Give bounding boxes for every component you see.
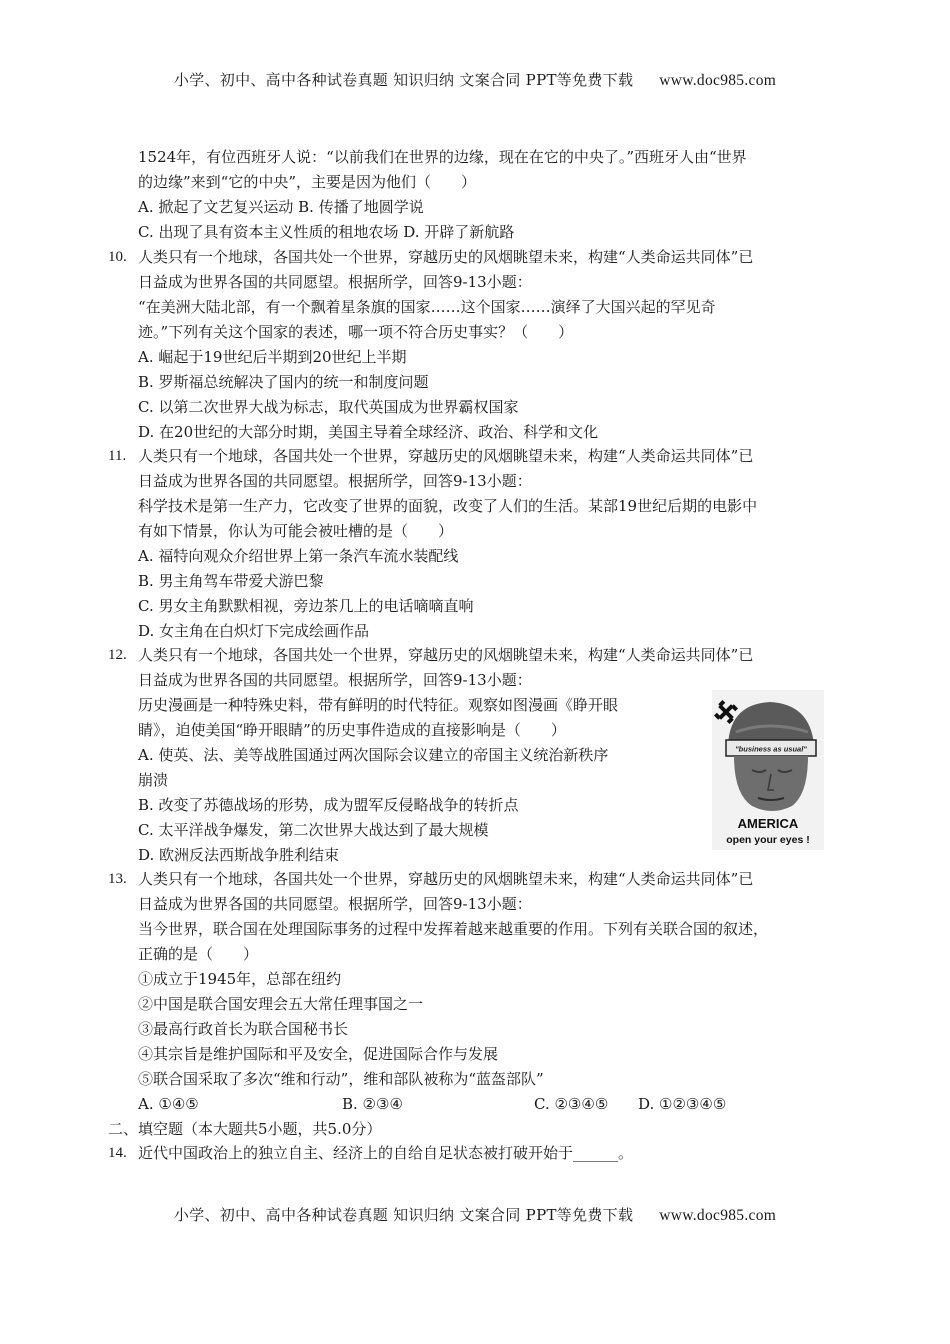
q12-number: 12. <box>108 647 127 663</box>
q13-option-d: D. ①②③④⑤ <box>638 1095 727 1113</box>
q11-option-d: D. 女主角在白炽灯下完成绘画作品 <box>138 622 370 640</box>
q10-line-2: 日益成为世界各国的共同愿望。根据所学，回答9-13小题： <box>138 273 532 291</box>
q12-line-4: 睛》，迫使美国“睁开眼睛”的历史事件造成的直接影响是（ ） <box>138 721 566 739</box>
footer-text: 小学、初中、高中各种试卷真题 知识归纳 文案合同 PPT等免费下载 <box>173 1206 634 1224</box>
q13-line-4: 正确的是（ ） <box>138 945 259 963</box>
open-your-eyes-cartoon <box>712 690 824 850</box>
q12-option-d: D. 欧洲反法西斯战争胜利结束 <box>138 846 340 864</box>
q10-line-3: “在美洲大陆北部，有一个飘着星条旗的国家……这个国家……演绎了大国兴起的罕见奇 <box>138 298 716 316</box>
section-2-title: 二、填空题（本大题共5小题，共5.0分） <box>108 1120 382 1138</box>
q11-line-2: 日益成为世界各国的共同愿望。根据所学，回答9-13小题： <box>138 472 532 490</box>
q10-option-b: B. 罗斯福总统解决了国内的统一和制度问题 <box>138 373 429 391</box>
q13-line-3: 当今世界，联合国在处理国际事务的过程中发挥着越来越重要的作用。下列有关联合国的叙述， <box>138 920 769 938</box>
q13-item-5: ⑤联合国采取了多次“维和行动”，维和部队被称为“蓝盔部队” <box>138 1070 544 1088</box>
q10-number: 10. <box>108 249 127 265</box>
q13-line-2: 日益成为世界各国的共同愿望。根据所学，回答9-13小题： <box>138 895 532 913</box>
q9-line-1: 1524年，有位西班牙人说：“以前我们在世界的边缘，现在在它的中央了。”西班牙人由“世界 <box>138 148 747 166</box>
q9-option-row-2: C. 出现了具有资本主义性质的租地农场 D. 开辟了新航路 <box>138 223 515 241</box>
q13-item-3: ③最高行政首长为联合国秘书长 <box>138 1020 349 1038</box>
q14-number: 14. <box>108 1145 127 1161</box>
q12-option-a: A. 使英、法、美等战胜国通过两次国际会议建立的帝国主义统治新秩序 <box>138 746 609 764</box>
q11-number: 11. <box>108 448 127 464</box>
q13-option-c: C. ②③④⑤ <box>534 1095 609 1113</box>
q11-line-4: 有如下情景，你认为可能会被吐槽的是（ ） <box>138 522 454 540</box>
q10-line-4: 迹。”下列有关这个国家的表述，哪一项不符合历史事实？（ ） <box>138 323 574 341</box>
q11-option-b: B. 男主角驾车带爱犬游巴黎 <box>138 572 324 590</box>
q10-option-c: C. 以第二次世界大战为标志，取代英国成为世界霸权国家 <box>138 398 519 416</box>
q12-option-c: C. 太平洋战争爆发，第二次世界大战达到了最大规模 <box>138 821 489 839</box>
q11-option-a: A. 福特向观众介绍世界上第一条汽车流水装配线 <box>138 547 459 565</box>
cartoon-caption-1: AMERICA <box>737 816 799 831</box>
q13-option-b: B. ②③④ <box>342 1095 403 1113</box>
q13-item-2: ②中国是联合国安理会五大常任理事国之一 <box>138 995 424 1013</box>
q12-option-a-cont: 崩溃 <box>138 771 169 789</box>
q11-line-3: 科学技术是第一生产力，它改变了世界的面貌，改变了人们的生活。某部19世纪后期的电影中 <box>138 497 758 515</box>
q13-option-a: A. ①④⑤ <box>138 1095 199 1113</box>
q14-text: 近代中国政治上的独立自主、经济上的自给自足状态被打破开始于______。 <box>138 1144 634 1162</box>
q13-line-1: 人类只有一个地球，各国共处一个世界，穿越历史的风烟眺望未来，构建“人类命运共同体”已 <box>138 870 754 888</box>
q11-line-1: 人类只有一个地球，各国共处一个世界，穿越历史的风烟眺望未来，构建“人类命运共同体”已 <box>138 447 754 465</box>
q12-line-3: 历史漫画是一种特殊史料，带有鲜明的时代特征。观察如图漫画《睁开眼 <box>138 696 619 714</box>
page-header <box>0 69 950 90</box>
q10-option-a: A. 崛起于19世纪后半期到20世纪上半期 <box>138 348 407 366</box>
cartoon-illustration <box>712 690 824 850</box>
q12-line-2: 日益成为世界各国的共同愿望。根据所学，回答9-13小题： <box>138 671 532 689</box>
cartoon-caption-2: open your eyes ! <box>726 834 810 846</box>
q11-option-c: C. 男女主角默默相视，旁边茶几上的电话嘀嘀直响 <box>138 597 474 615</box>
q10-line-1: 人类只有一个地球，各国共处一个世界，穿越历史的风烟眺望未来，构建“人类命运共同体”已 <box>138 248 754 266</box>
q10-option-d: D. 在20世纪的大部分时期，美国主导着全球经济、政治、科学和文化 <box>138 423 599 441</box>
q12-option-b: B. 改变了苏德战场的形势，成为盟军反侵略战争的转折点 <box>138 796 519 814</box>
footer-site: www.doc985.com <box>659 1207 777 1224</box>
q13-number: 13. <box>108 871 127 887</box>
cartoon-banner-text: "business as usual" <box>735 744 807 754</box>
q13-item-4: ④其宗旨是维护国际和平及安全，促进国际合作与发展 <box>138 1045 499 1063</box>
q12-line-1: 人类只有一个地球，各国共处一个世界，穿越历史的风烟眺望未来，构建“人类命运共同体”已 <box>138 646 754 664</box>
page-footer <box>0 1204 950 1225</box>
q9-option-row-1: A. 掀起了文艺复兴运动 B. 传播了地圆学说 <box>138 198 424 216</box>
q9-line-2: 的边缘”来到“它的中央”，主要是因为他们（ ） <box>138 173 477 191</box>
q13-item-1: ①成立于1945年，总部在纽约 <box>138 970 342 988</box>
header-site: www.doc985.com <box>659 72 777 89</box>
header-text: 小学、初中、高中各种试卷真题 知识归纳 文案合同 PPT等免费下载 <box>173 71 634 89</box>
